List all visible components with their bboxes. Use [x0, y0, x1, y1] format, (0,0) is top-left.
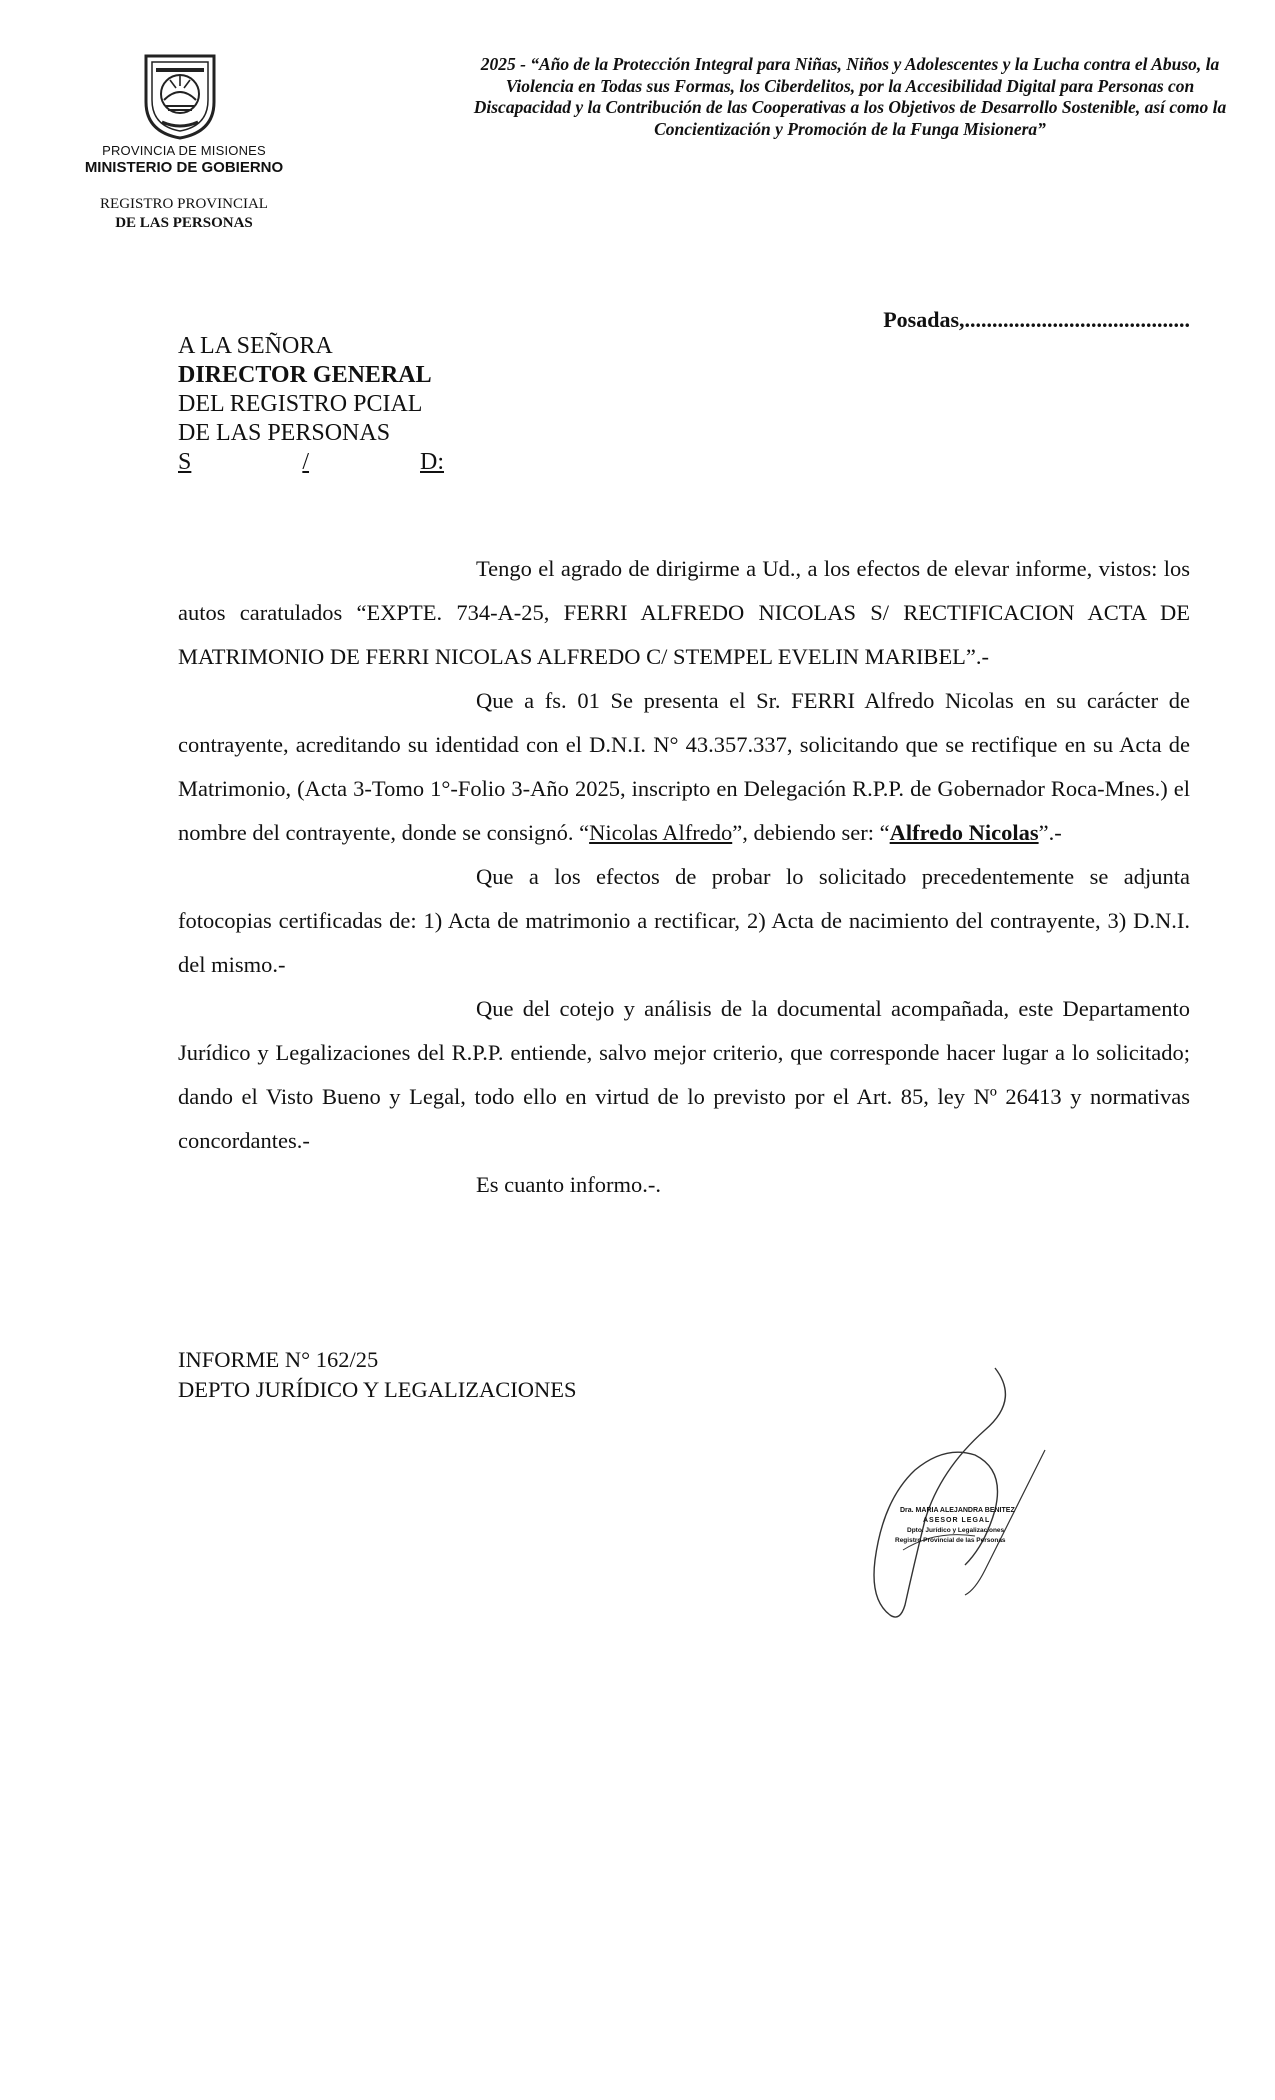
- province-name: PROVINCIA DE MISIONES: [102, 143, 266, 158]
- footer-block: [178, 1345, 577, 1405]
- wrong-name: Nicolas Alfredo: [589, 820, 733, 845]
- recipient-line3: DEL REGISTRO PCIAL: [178, 391, 423, 417]
- sd-line: [178, 448, 444, 477]
- paragraph-2-text-c: ”.-: [1038, 820, 1062, 845]
- paragraph-4: Que del cotejo y análisis de la documental acompañada, este Departamento Jurídico y Legalizaciones del R.P.P. entiende, salvo mejor criterio, que corresponde hacer lugar a lo solicitado; dando el Visto Bueno y Legal, todo ello en virtud de lo previsto por el Art. 85, ley Nº 26413 y normativas concordantes.-: [178, 996, 1190, 1153]
- paragraph-3: Que a los efectos de probar lo solicitado precedentemente se adjunta fotocopias certificadas de: 1) Acta de matrimonio a rectificar, 2) Acta de nacimiento del contrayente, 3) D.N.I. del mismo.-: [178, 864, 1190, 977]
- report-number: INFORME N° 162/25: [178, 1347, 379, 1372]
- ministry-name: MINISTERIO DE GOBIERNO: [84, 159, 284, 176]
- report-body: [178, 547, 1190, 1207]
- sd-slash: /: [302, 449, 310, 475]
- recipient-title: DIRECTOR GENERAL: [178, 362, 432, 388]
- paragraph-5: Es cuanto informo.-.: [476, 1172, 661, 1197]
- recipient-block: [178, 332, 444, 477]
- paragraph-2: [178, 679, 1190, 855]
- department-name: DEPTO JURÍDICO Y LEGALIZACIONES: [178, 1377, 577, 1402]
- stamp-line1: Dra. MARIA ALEJANDRA BENITEZ: [900, 1507, 1015, 1514]
- sd-d: D:: [420, 449, 444, 475]
- stamp-line4: Registro Provincial de las Personas: [895, 1537, 1006, 1544]
- date-line: Posadas,.........................................: [883, 307, 1190, 332]
- provincial-seal-logo: [140, 50, 220, 140]
- sd-s: S: [178, 449, 192, 475]
- registry-name-line1: REGISTRO PROVINCIAL: [100, 196, 268, 212]
- correct-name: Alfredo Nicolas: [889, 820, 1039, 845]
- stamp-line3: Dpto. Jurídico y Legalizaciones: [907, 1527, 1005, 1534]
- paragraph-2-text-a: Que a fs. 01 Se presenta el Sr. FERRI Alfredo Nicolas en su carácter de contrayente, acreditando su identidad con el D.N.I. N° 43.357.337, solicitando que se rectifique en su Acta de Matrimonio, (Acta 3-Tomo 1°-Folio 3-Año 2025, inscripto en Delegación R.P.P. de Gobernador Roca-Mnes.) el nombre del contrayente, donde se consignó. “: [178, 688, 1190, 845]
- recipient-line4: DE LAS PERSONAS: [178, 420, 391, 446]
- stamp-line2: ASESOR LEGAL: [923, 1517, 991, 1524]
- paragraph-1: Tengo el agrado de dirigirme a Ud., a los efectos de elevar informe, vistos: los autos caratulados “EXPTE. 734-A-25, FERRI ALFREDO NICOLAS S/ RECTIFICACION ACTA DE MATRIMONIO DE FERRI NICOLAS ALFREDO C/ STEMPEL EVELIN MARIBEL”.-: [178, 556, 1190, 669]
- recipient-line1: A LA SEÑORA: [178, 333, 333, 359]
- organization-block: [62, 143, 306, 233]
- signature-stamp: [845, 1360, 1055, 1632]
- paragraph-2-text-b: ”, debiendo ser: “: [732, 820, 890, 845]
- registry-name-line2: DE LAS PERSONAS: [115, 215, 253, 231]
- year-motto: 2025 - “Año de la Protección Integral para Niñas, Niños y Adolescentes y la Lucha contra el Abuso, la Violencia en Todas sus Formas, los Ciberdelitos, por la Accesibilidad Digital para Personas con Discapacidad y la Contribución de las Cooperativas a los Objetivos de Desarrollo Sostenible, así como la Concientización y Promoción de la Funga Misionera”: [473, 54, 1227, 139]
